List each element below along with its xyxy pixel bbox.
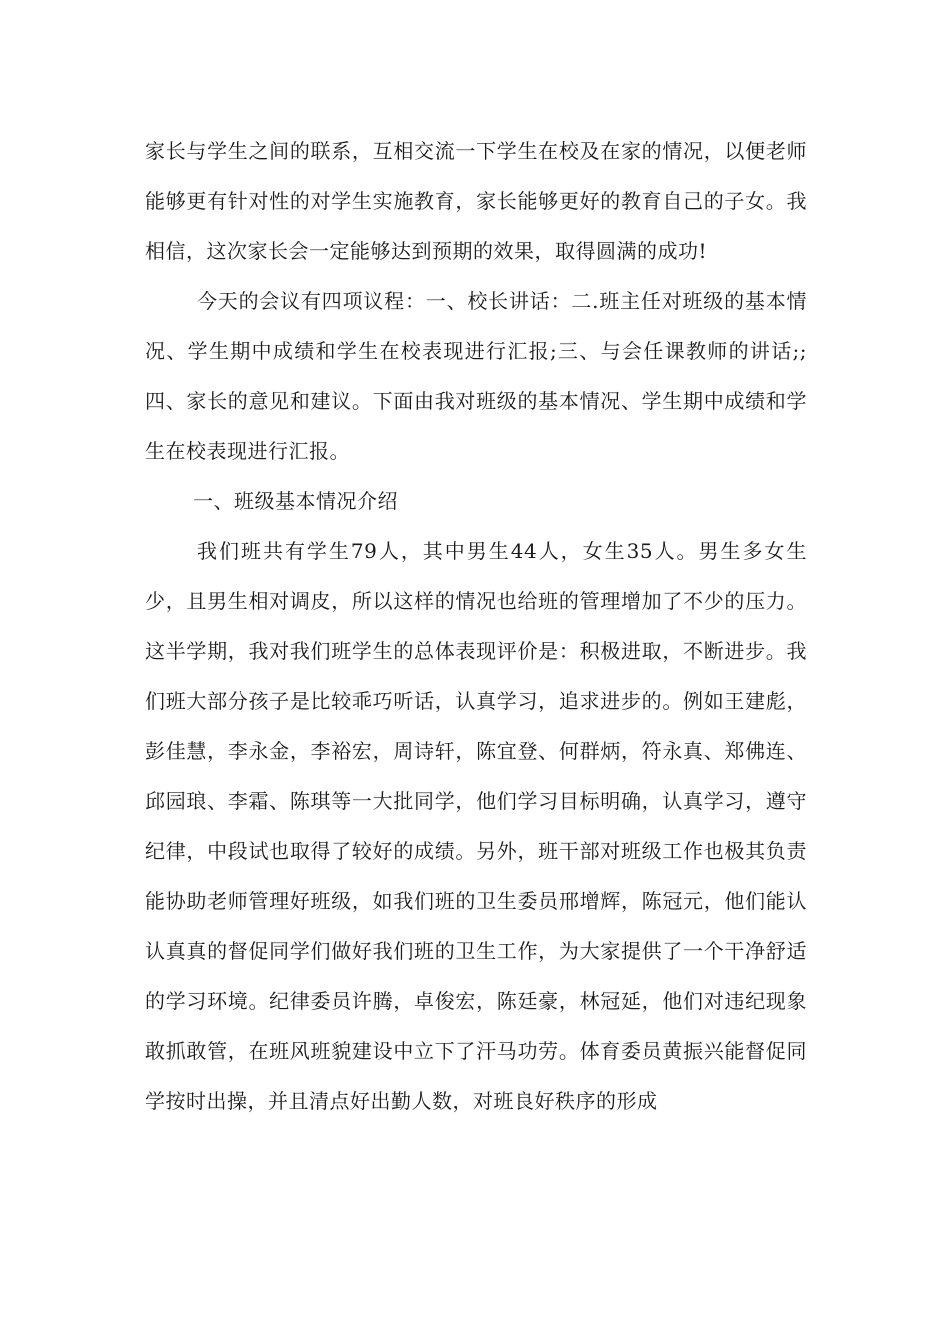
section-heading-class-overview: 一、班级基本情况介绍: [193, 489, 398, 513]
paragraph-agenda: 今天的会议有四项议程：一、校长讲话：二.班主任对班级的基本情况、学生期中成绩和学生在校表现进行汇报;三、与会任课教师的讲话;;四、家长的意见和建议。下面由我对班级的基本情况、学生期中成绩和学生在校表现进行汇报。: [145, 289, 807, 463]
document-body: [145, 126, 807, 1126]
paragraph-intro-continuation: 家长与学生之间的联系，互相交流一下学生在校及在家的情况，以便老师能够更有针对性的对学生实施教育，家长能够更好的教育自己的子女。我相信，这次家长会一定能够达到预期的效果，取得圆满的成功!: [145, 139, 807, 263]
paragraph-class-overview: 我们班共有学生79人，其中男生44人，女生35人。男生多女生少，且男生相对调皮，所以这样的情况也给班的管理增加了不少的压力。这半学期，我对我们班学生的总体表现评价是：积极进取，不断进步。我们班大部分孩子是比较乖巧听话，认真学习，追求进步的。例如王建彪，彭佳慧，李永金，李裕宏，周诗轩，陈宜登、何群炳，符永真、郑佛连、邱园琅、李霜、陈琪等一大批同学，他们学习目标明确，认真学习，遵守纪律，中段试也取得了较好的成绩。另外，班干部对班级工作也极其负责能协助老师管理好班级，如我们班的卫生委员邢增辉，陈冠元，他们能认认真真的督促同学们做好我们班的卫生工作，为大家提供了一个干净舒适的学习环境。纪律委员许腾，卓俊宏，陈廷豪，林冠延，他们对违纪现象敢抓敢管，在班风班貌建设中立下了汗马功劳。体育委员黄振兴能督促同学按时出操，并且清点好出勤人数，对班良好秩序的形成: [145, 539, 807, 1113]
